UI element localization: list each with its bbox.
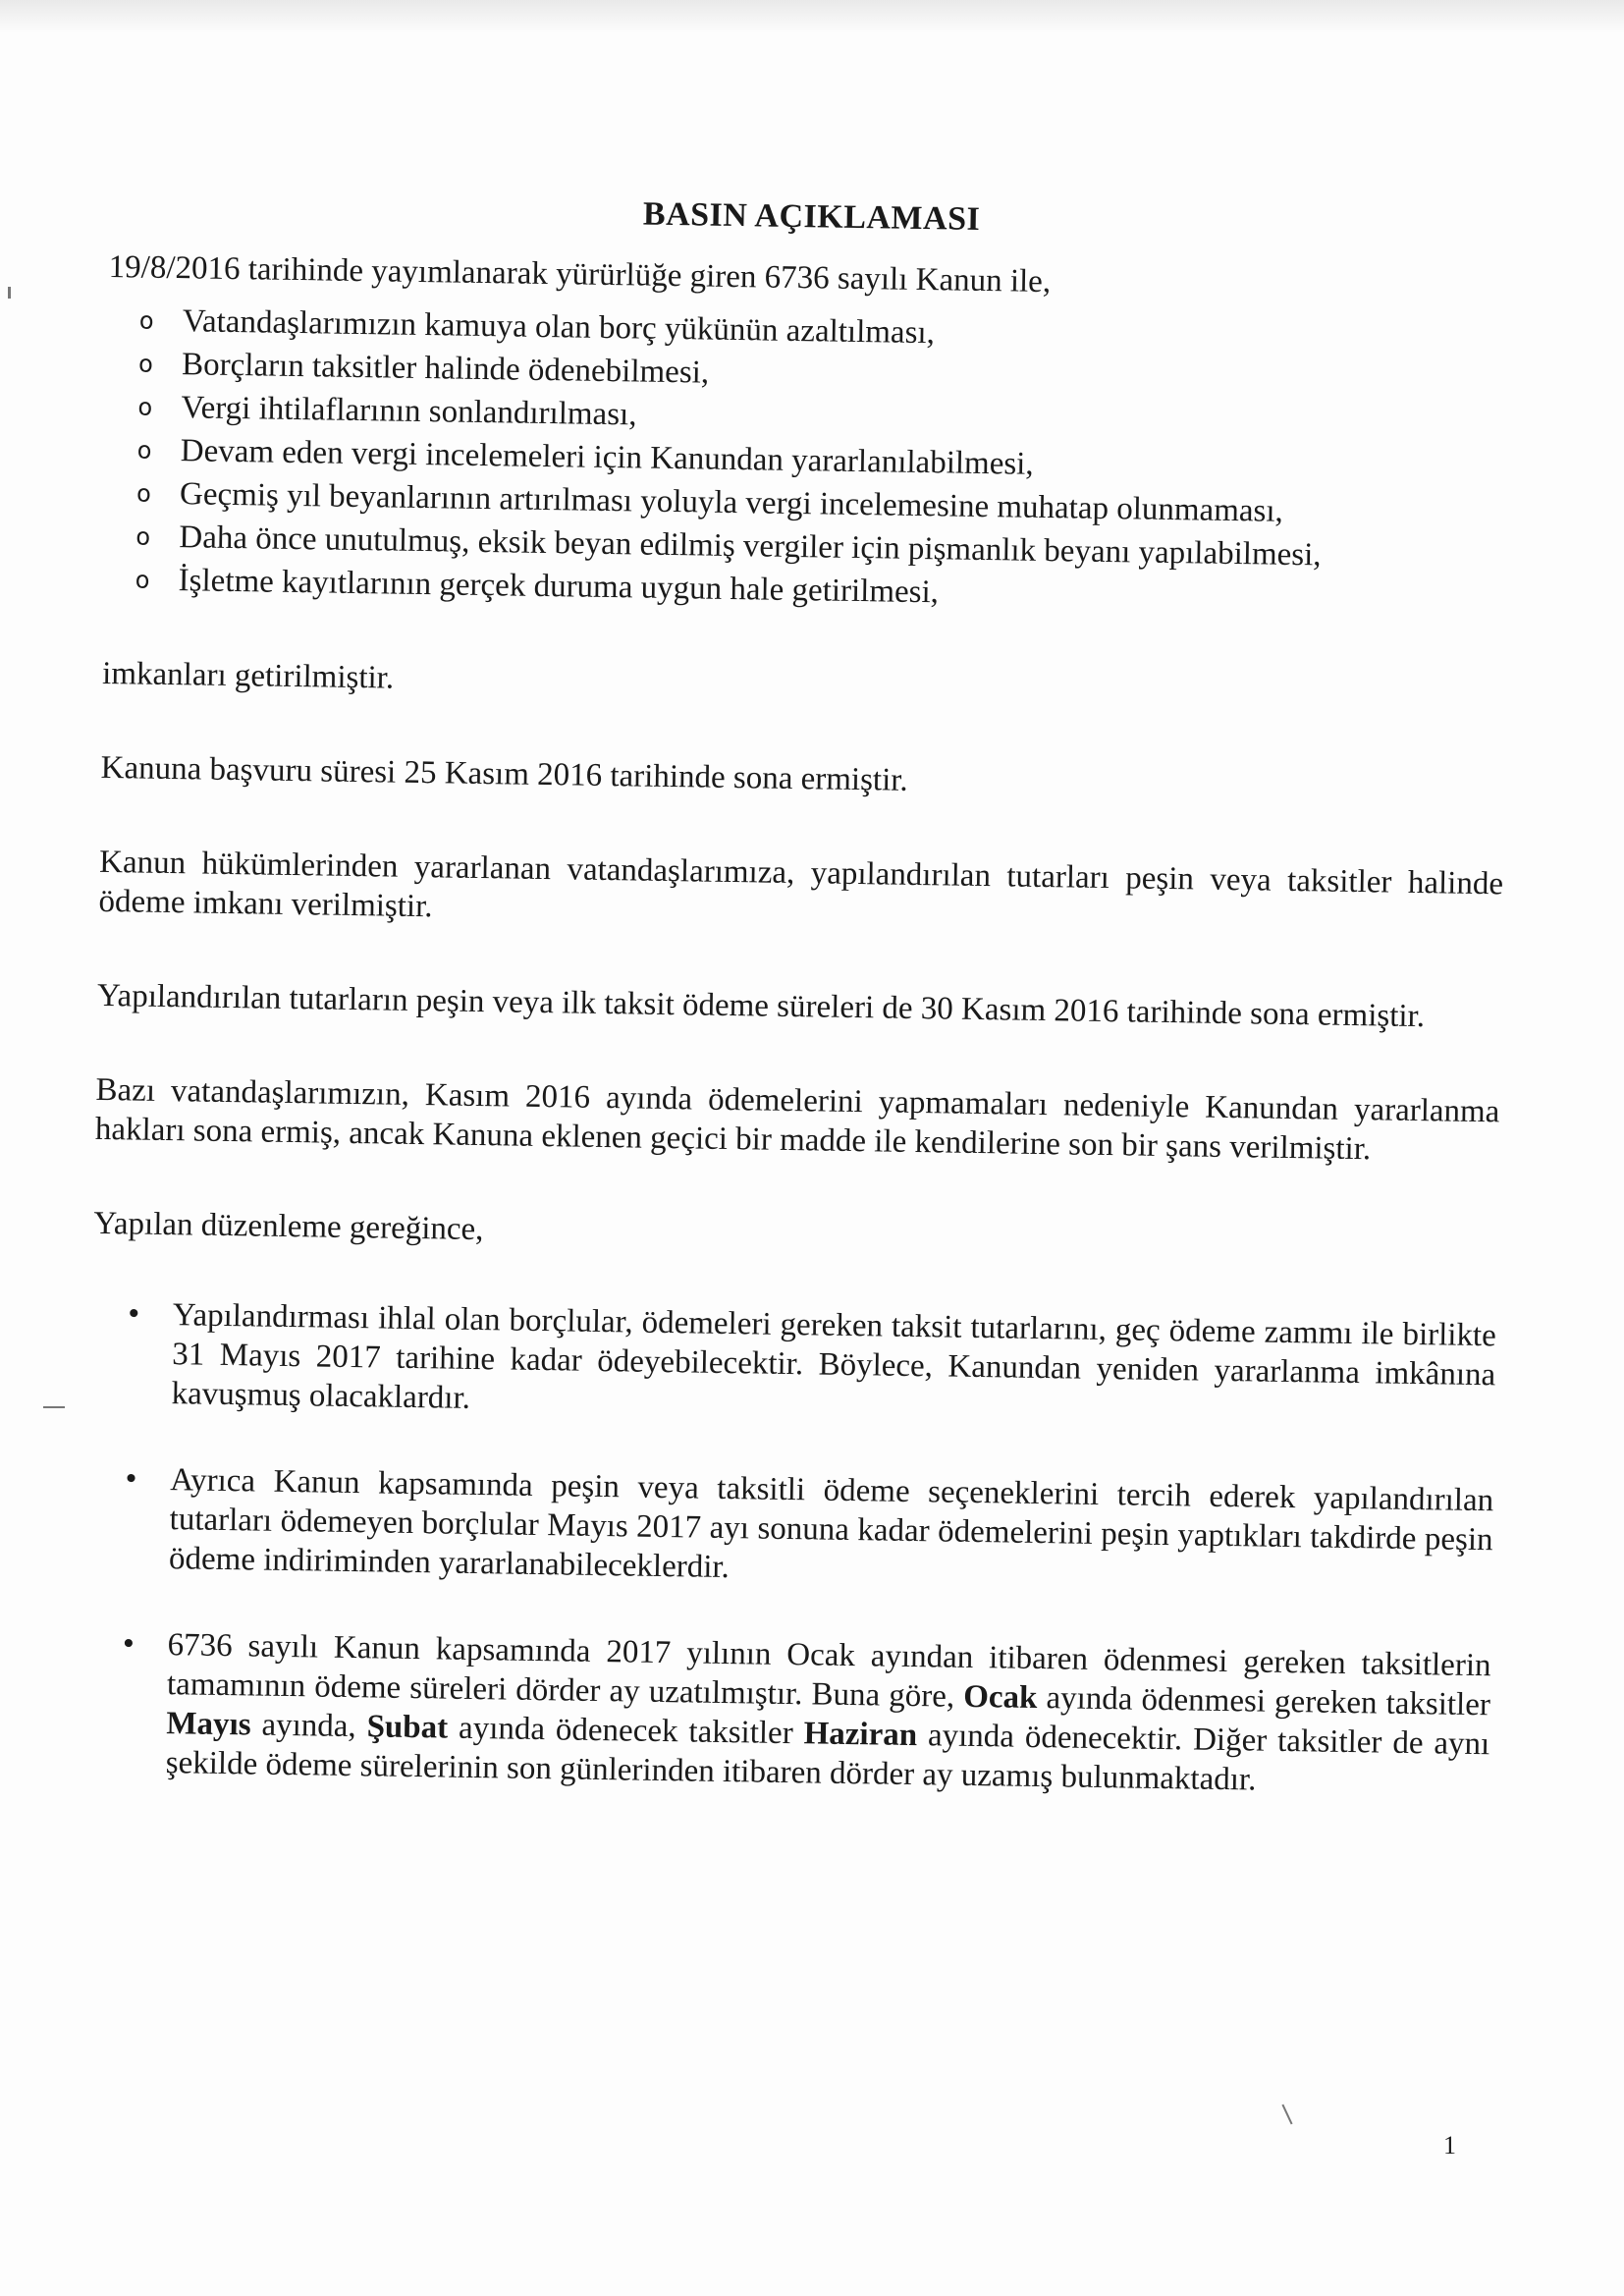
closing-text: imkanları getirilmiştir. [101, 655, 395, 696]
scan-mark-margin [43, 1406, 65, 1408]
bold-month-mayis: Mayıs [166, 1706, 251, 1743]
paragraph-payment-deadline: Yapılandırılan tutarların peşin veya ilk taksit ödeme süreleri de 30 Kasım 2016 tarihinde sona ermiştir. [96, 977, 1426, 1035]
bullet-item [90, 1294, 1496, 1434]
scan-mark-bottom [1281, 2105, 1292, 2125]
scan-top-edge [0, 0, 1624, 33]
bullet-text-part: ayında, [250, 1707, 367, 1745]
bullet-text-part: ayında ödenecek taksitler [447, 1710, 804, 1752]
list-item-text: Daha önce unutulmuş, eksik beyan edilmiş vergiler için pişmanlık beyanı yapılabilmesi, [179, 519, 1322, 574]
paragraph-last-chance: Bazı vatandaşlarımızın, Kasım 2016 ayında ödemelerini yapmamaları nedeniyle Kanundan yararlanma hakları sona ermiş, ancak Kanuna eklenen geçici bir madde ile kendilerine son bir şans verilmiştir. [94, 1071, 1500, 1168]
bold-month-subat: Şubat [366, 1709, 449, 1746]
list-item-text: Borçların taksitler halinde ödenebilmesi, [181, 347, 710, 391]
list-item-text: Devam eden vergi incelemeleri için Kanundan yararlanılabilmesi, [180, 433, 1034, 482]
circle-bullet-icon: o [138, 306, 154, 335]
paragraph-deadline: Kanuna başvuru süresi 25 Kasım 2016 tarihinde sona ermiştir. [100, 749, 908, 798]
bullet-item-text [166, 1627, 1491, 1797]
circle-bullet-icon: o [137, 350, 154, 378]
circle-bullet-icon: o [136, 436, 152, 465]
document-title: BASIN AÇIKLAMASI [642, 195, 981, 238]
list-item-text: Vatandaşlarımızın kamuya olan borç yükünün azaltılması, [182, 303, 936, 352]
intro-text: 19/8/2016 tarihinde yayımlanarak yürürlüğe giren 6736 sayılı Kanun ile, [108, 248, 1052, 301]
circle-bullet-icon: o [135, 479, 152, 508]
regulation-bullet-list [84, 1294, 1496, 1803]
circle-bullet-icon: o [137, 393, 153, 421]
bullet-icon: • [125, 1297, 142, 1331]
bullet-item-text: Ayrıca Kanun kapsamında peşin veya taksitli ödeme seçeneklerini tercih ederek yapılandırılan tutarları ödemeyen borçlular Mayıs 2017 ayı sonuna kadar ödemelerini peşin yaptıkları takdirde peşin ödeme indiriminden yararlanabileceklerdir. [168, 1462, 1494, 1586]
paragraph-regulation: Yapılan düzenleme gereğince, [93, 1205, 484, 1248]
bullet-item [84, 1624, 1490, 1803]
list-item-text: Geçmiş yıl beyanlarının artırılması yoluyla vergi incelemesine muhatap olunmaması, [179, 476, 1284, 529]
bullet-item-text: Yapılandırması ihlal olan borçlular, ödemeleri gereken taksit tutarlarını, geç ödeme zammı ile birlikte 31 Mayıs 2017 tarihine kadar ödeyebilecektir. Böylece, Kanundan yeniden yararlanma imkânına kavuşmuş olacaklardır. [171, 1297, 1497, 1416]
bullet-icon: • [120, 1627, 137, 1661]
list-item-text: İşletme kayıtlarının gerçek duruma uygun hale getirilmesi, [178, 563, 940, 611]
bold-month-ocak: Ocak [962, 1678, 1038, 1717]
bullet-text-part: ayında ödenmesi gereken taksitler [1037, 1680, 1491, 1723]
bullet-text-part: ayında ödenecektir. Diğer taksitler de aynı şekilde ödeme sürelerinin son günlerinden itibaren dörder ay uzamış bulunmaktadır. [165, 1718, 1490, 1798]
list-item-text: Vergi ihtilaflarının sonlandırılması, [181, 390, 637, 433]
bullet-item [88, 1459, 1494, 1599]
circle-bullet-icon: o [135, 522, 151, 551]
circle-bullet-icon: o [135, 566, 150, 594]
page-number: 1 [1443, 2131, 1456, 2159]
scan-mark-left [8, 287, 11, 299]
bold-month-haziran: Haziran [803, 1716, 918, 1754]
document-body [84, 187, 1514, 1850]
bullet-icon: • [123, 1462, 140, 1496]
opportunity-list [103, 301, 1512, 621]
bullet-text-part: 6736 sayılı Kanun kapsamında 2017 yılının Ocak ayından itibaren ödenmesi gereken taksitlerin tamamının ödeme süreleri dörder ay uzatılmıştır. Buna göre, [166, 1627, 1491, 1715]
paragraph-payment-option: Kanun hükümlerinden yararlanan vatandaşlarımıza, yapılandırılan tutarları peşin veya taksitler halinde ödeme imkanı verilmiştir. [98, 844, 1504, 925]
